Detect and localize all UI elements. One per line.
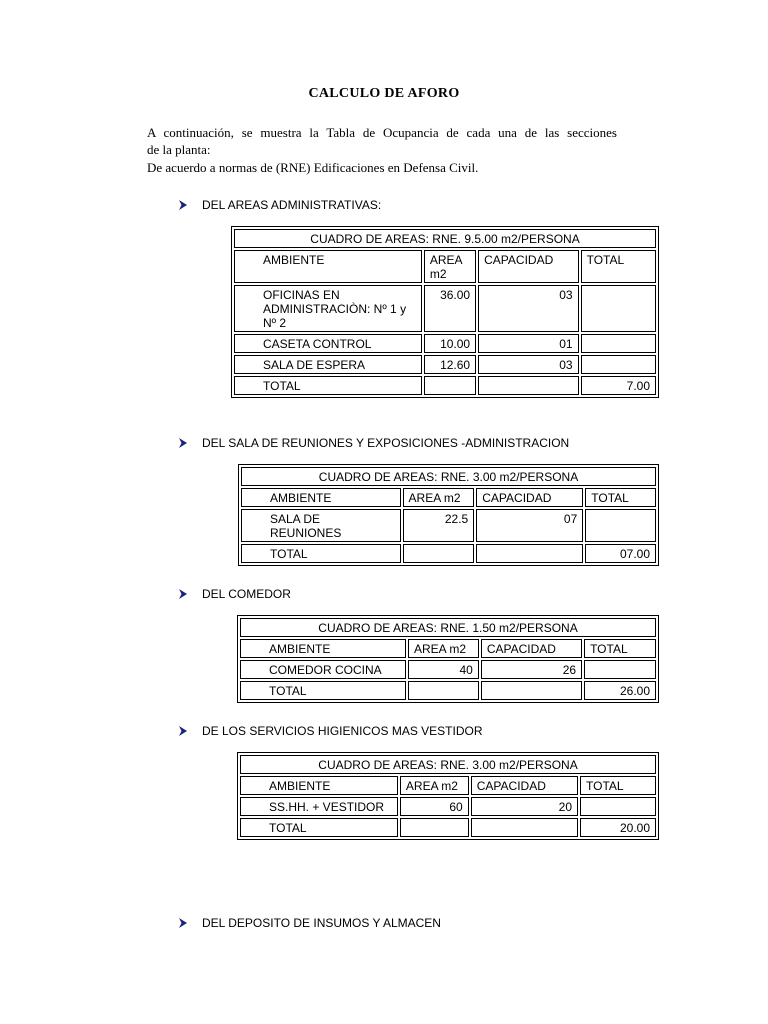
occupancy-table-restrooms [237,752,659,840]
table-caption: CUADRO DE AREAS: RNE. 1.50 m2/PERSONA [240,618,656,637]
table-total-row [240,818,656,837]
section-heading-restrooms [178,724,483,738]
intro-paragraph-line-1b: de la planta: [147,142,211,157]
cell-area: 36.00 [424,285,476,332]
header-capacidad: CAPACIDAD [471,776,578,795]
cell-ambiente: OFICINAS EN ADMINISTRACIÒN: Nº 1 y Nº 2 [234,285,422,332]
cell-capacidad [478,376,578,395]
cell-capacidad: 03 [478,355,578,374]
section-heading-label: DEL SALA DE REUNIONES Y EXPOSICIONES -ADMINISTRACION [202,436,570,450]
header-area: AREA m2 [424,250,476,283]
table-caption: CUADRO DE AREAS: RNE. 3.00 m2/PERSONA [240,755,656,774]
table-caption: CUADRO DE AREAS: RNE. 9.5.00 m2/PERSONA [234,229,656,248]
table-caption: CUADRO DE AREAS: RNE. 3.00 m2/PERSONA [241,467,656,486]
cell-total [580,797,656,816]
cell-ambiente: SALA DE REUNIONES [241,509,401,542]
cell-area [424,376,476,395]
cell-total-label: TOTAL [241,544,401,563]
arrow-bullet-icon [178,726,188,736]
table-row [234,285,656,332]
section-heading-storage [178,916,441,930]
cell-total [585,509,656,542]
header-area: AREA m2 [400,776,469,795]
intro-paragraph-line-1: A continuación, se muestra la Tabla de Ocupancia de cada una de las secciones [147,125,617,140]
cell-total-label: TOTAL [234,376,422,395]
cell-capacidad [476,544,583,563]
header-area: AREA m2 [403,488,475,507]
section-heading-label: DEL AREAS ADMINISTRATIVAS: [202,198,382,212]
cell-capacidad: 01 [478,334,578,353]
header-capacidad: CAPACIDAD [481,639,582,658]
cell-ambiente: CASETA CONTROL [234,334,422,353]
document-title: CALCULO DE AFORO [308,86,460,101]
cell-capacidad [481,681,582,700]
cell-area: 10.00 [424,334,476,353]
cell-area [400,818,469,837]
section-heading-meeting-room [178,436,569,450]
occupancy-table-meeting-room [238,464,659,566]
cell-total-label: TOTAL [240,681,406,700]
header-ambiente: AMBIENTE [240,776,398,795]
table-total-row [241,544,656,563]
cell-total-label: TOTAL [240,818,398,837]
arrow-bullet-icon [178,589,188,599]
section-heading-administrative-areas [178,198,381,212]
cell-area: 12.60 [424,355,476,374]
table-row [240,797,656,816]
header-total: TOTAL [585,488,656,507]
header-ambiente: AMBIENTE [234,250,422,283]
header-ambiente: AMBIENTE [240,639,406,658]
table-row [241,509,656,542]
header-area: AREA m2 [408,639,479,658]
cell-area: 40 [408,660,479,679]
table-row [240,660,656,679]
cell-total-value: 20.00 [580,818,656,837]
header-total: TOTAL [580,776,656,795]
cell-total-value: 7.00 [581,376,656,395]
section-heading-label: DEL COMEDOR [202,587,291,601]
table-row [234,355,656,374]
header-capacidad: CAPACIDAD [478,250,578,283]
cell-capacidad: 03 [478,285,578,332]
cell-capacidad: 07 [476,509,583,542]
cell-area [403,544,475,563]
cell-total-value: 26.00 [584,681,656,700]
cell-total [581,355,656,374]
cell-ambiente: SALA DE ESPERA [234,355,422,374]
header-capacidad: CAPACIDAD [476,488,583,507]
cell-capacidad: 20 [471,797,578,816]
table-total-row [234,376,656,395]
cell-capacidad [471,818,578,837]
header-ambiente: AMBIENTE [241,488,401,507]
cell-ambiente: SS.HH. + VESTIDOR [240,797,398,816]
cell-capacidad: 26 [481,660,582,679]
cell-total [584,660,656,679]
cell-total-value: 07.00 [585,544,656,563]
table-total-row [240,681,656,700]
intro-paragraph-line-2: De acuerdo a normas de (RNE) Edificaciones en Defensa Civil. [147,160,479,175]
header-total: TOTAL [581,250,656,283]
cell-area: 22.5 [403,509,475,542]
table-row [234,334,656,353]
section-heading-dining [178,587,291,601]
cell-area [408,681,479,700]
header-total: TOTAL [584,639,656,658]
section-heading-label: DE LOS SERVICIOS HIGIENICOS MAS VESTIDOR [202,724,483,738]
cell-total [581,285,656,332]
arrow-bullet-icon [178,438,188,448]
arrow-bullet-icon [178,200,188,210]
cell-ambiente: COMEDOR COCINA [240,660,406,679]
occupancy-table-administrative [231,226,659,398]
section-heading-label: DEL DEPOSITO DE INSUMOS Y ALMACEN [202,916,441,930]
cell-total [581,334,656,353]
occupancy-table-dining [237,615,659,703]
arrow-bullet-icon [178,918,188,928]
cell-area: 60 [400,797,469,816]
